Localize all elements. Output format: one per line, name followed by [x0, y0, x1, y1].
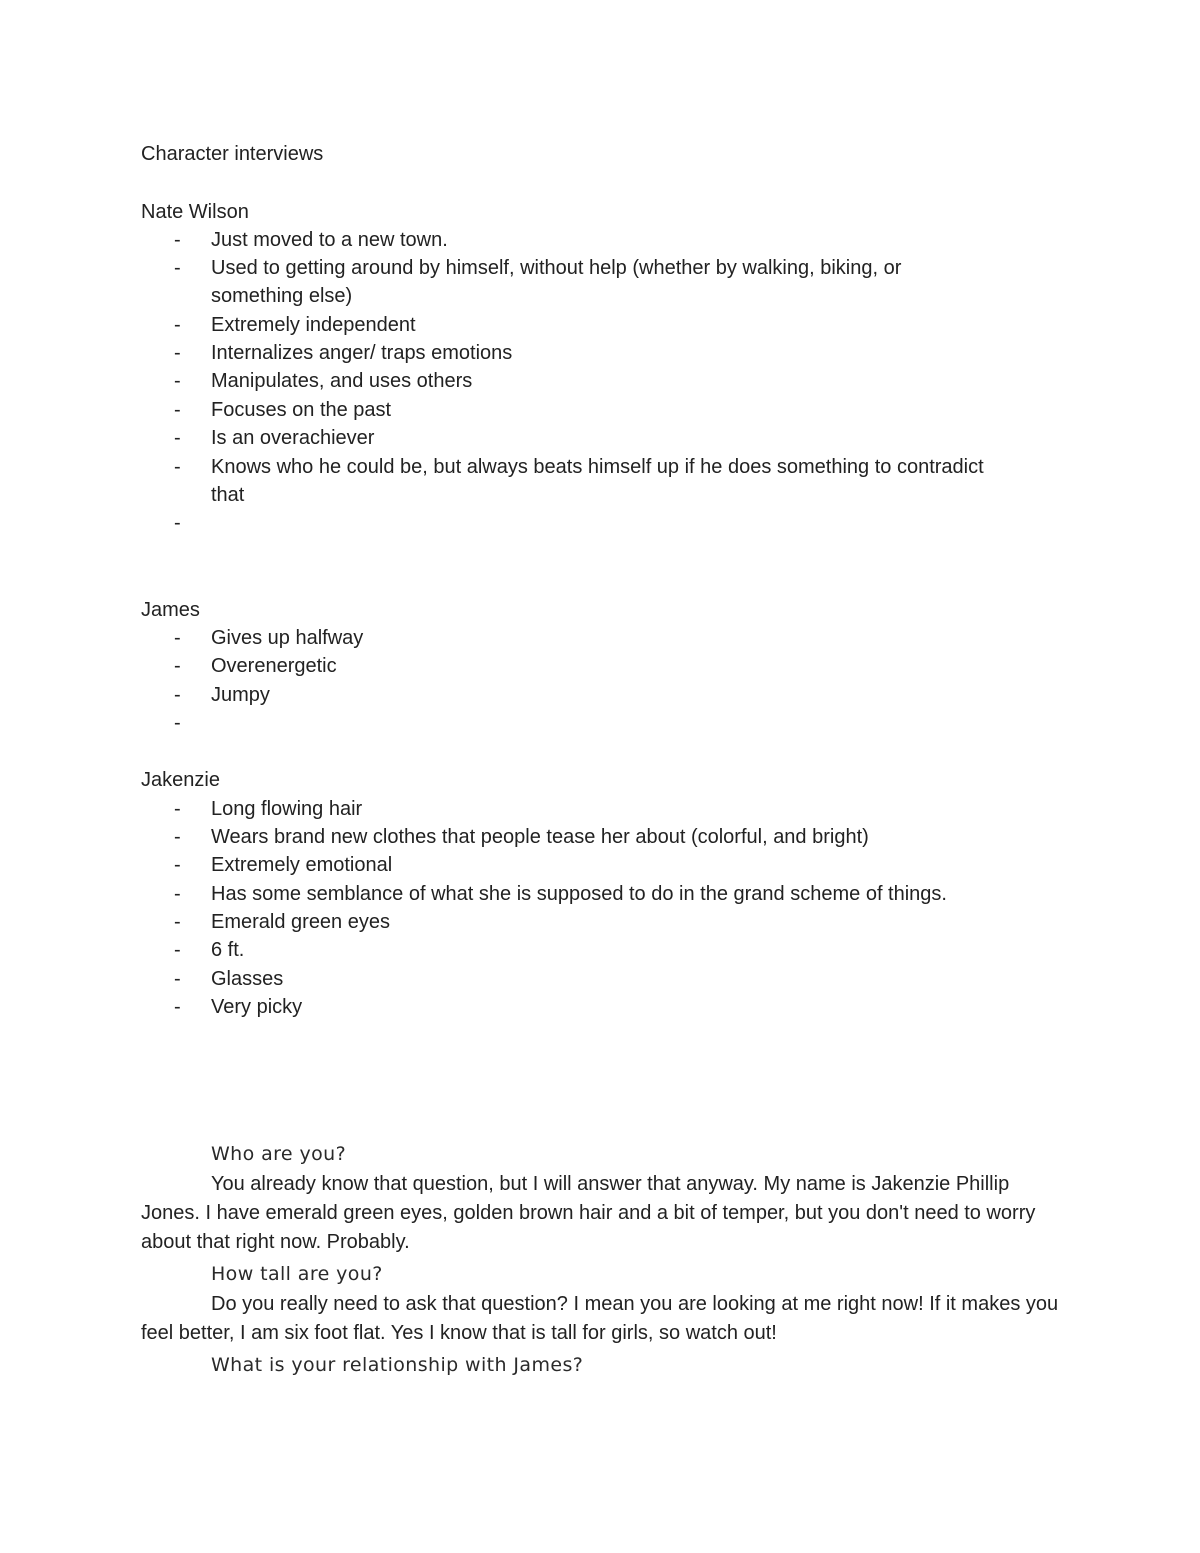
bullet-dash: -: [174, 627, 181, 649]
trait-item: Jumpy: [211, 684, 270, 706]
bullet-dash: -: [174, 427, 181, 449]
bullet-dash: -: [174, 399, 181, 421]
bullet-dash: -: [174, 512, 181, 534]
character-name-jakenzie: Jakenzie: [141, 769, 220, 791]
trait-item: Glasses: [211, 968, 284, 990]
bullet-dash: -: [174, 996, 181, 1018]
bullet-dash: -: [174, 456, 181, 478]
trait-item: Just moved to a new town.: [211, 229, 448, 251]
bullet-dash: -: [174, 826, 181, 848]
trait-item: Manipulates, and uses others: [211, 370, 473, 392]
bullet-dash: -: [174, 314, 181, 336]
trait-item: Overenergetic: [211, 655, 337, 677]
bullet-dash: -: [174, 854, 181, 876]
bullet-dash: -: [174, 257, 181, 279]
trait-item: Extremely independent: [211, 314, 416, 336]
bullet-dash: -: [174, 370, 181, 392]
interview-answer: You already know that question, but I will answer that anyway. My name is Jakenzie Phillip Jones. I have emerald green eyes, golden brown hair and a bit of temper, but you don't need to worry about that right now. Probably.: [141, 1173, 1036, 1253]
trait-item: Wears brand new clothes that people tease her about (colorful, and bright): [211, 826, 869, 848]
interview-question: Who are you?: [211, 1143, 347, 1165]
character-name-nate: Nate Wilson: [141, 201, 249, 223]
bullet-dash: -: [174, 968, 181, 990]
bullet-dash: -: [174, 342, 181, 364]
trait-item: Has some semblance of what she is supposed to do in the grand scheme of things.: [211, 883, 947, 905]
trait-item: Used to getting around by himself, without help (whether by walking, biking, or: [211, 257, 902, 279]
bullet-dash: -: [174, 655, 181, 677]
trait-item: Gives up halfway: [211, 627, 364, 649]
trait-item: 6 ft.: [211, 939, 245, 961]
trait-item-continuation: something else): [211, 285, 353, 307]
trait-item: Long flowing hair: [211, 798, 363, 820]
bullet-dash: -: [174, 684, 181, 706]
character-name-james: James: [141, 599, 200, 621]
interview-answer: Do you really need to ask that question? I mean you are looking at me right now! If it makes you feel better, I am six foot flat. Yes I know that is tall for girls, so watch out!: [141, 1293, 1059, 1344]
bullet-dash: -: [174, 939, 181, 961]
bullet-dash: -: [174, 712, 181, 734]
interview-question: What is your relationship with James?: [211, 1354, 584, 1376]
bullet-dash: -: [174, 229, 181, 251]
interview-question: How tall are you?: [211, 1263, 383, 1285]
trait-item: Internalizes anger/ traps emotions: [211, 342, 513, 364]
bullet-dash: -: [174, 883, 181, 905]
bullet-dash: -: [174, 911, 181, 933]
trait-item: Knows who he could be, but always beats himself up if he does something to contradict: [211, 456, 984, 478]
trait-item: Is an overachiever: [211, 427, 375, 449]
document-title: Character interviews: [141, 143, 324, 165]
trait-item-continuation: that: [211, 484, 245, 506]
trait-item: Extremely emotional: [211, 854, 393, 876]
bullet-dash: -: [174, 798, 181, 820]
trait-item: Very picky: [211, 996, 303, 1018]
trait-item: Emerald green eyes: [211, 911, 390, 933]
trait-item: Focuses on the past: [211, 399, 392, 421]
